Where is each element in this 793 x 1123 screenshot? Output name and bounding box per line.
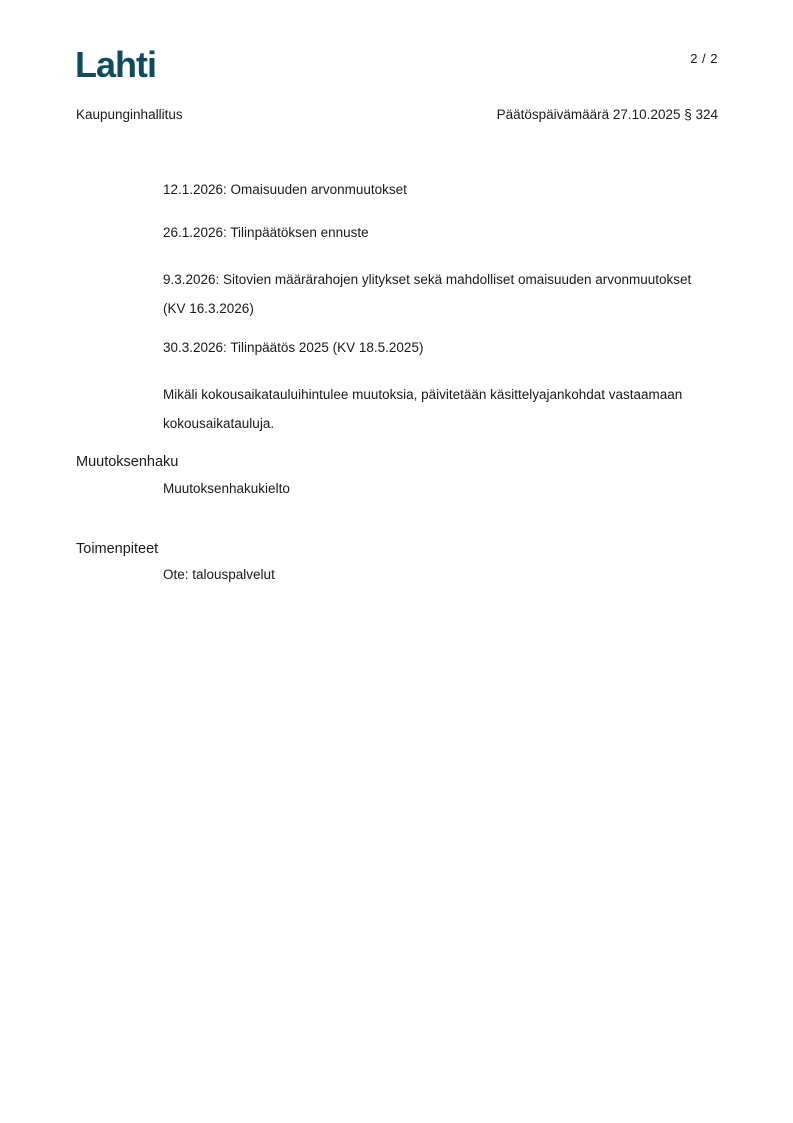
schedule-note: Mikäli kokousaikatauluihintulee muutoksia, päivitetään käsittelyajankohdat vastaamaan kokousaikatauluja. <box>163 387 683 431</box>
schedule-item: 9.3.2026: Sitovien määrärahojen ylitykset sekä mahdolliset omaisuuden arvonmuutokset (KV 16.3.2026) <box>163 272 692 316</box>
appeal-text: Muutoksenhakukielto <box>163 481 290 496</box>
schedule-item: 30.3.2026: Tilinpäätös 2025 (KV 18.5.2025) <box>163 340 424 355</box>
schedule-item: 12.1.2026: Omaisuuden arvonmuutokset <box>163 182 407 197</box>
appeal-heading: Muutoksenhaku <box>76 454 179 470</box>
schedule-list <box>163 179 693 458</box>
schedule-item: 26.1.2026: Tilinpäätöksen ennuste <box>163 225 369 240</box>
svg-text:Lahti: Lahti <box>75 46 156 82</box>
lahti-logo <box>75 46 167 82</box>
page-number: 2 / 2 <box>690 51 718 66</box>
decision-date: Päätöspäivämäärä 27.10.2025 § 324 <box>496 107 718 122</box>
actions-heading: Toimenpiteet <box>76 541 159 557</box>
organization-name: Kaupunginhallitus <box>76 107 183 122</box>
actions-text: Ote: talouspalvelut <box>163 567 275 582</box>
